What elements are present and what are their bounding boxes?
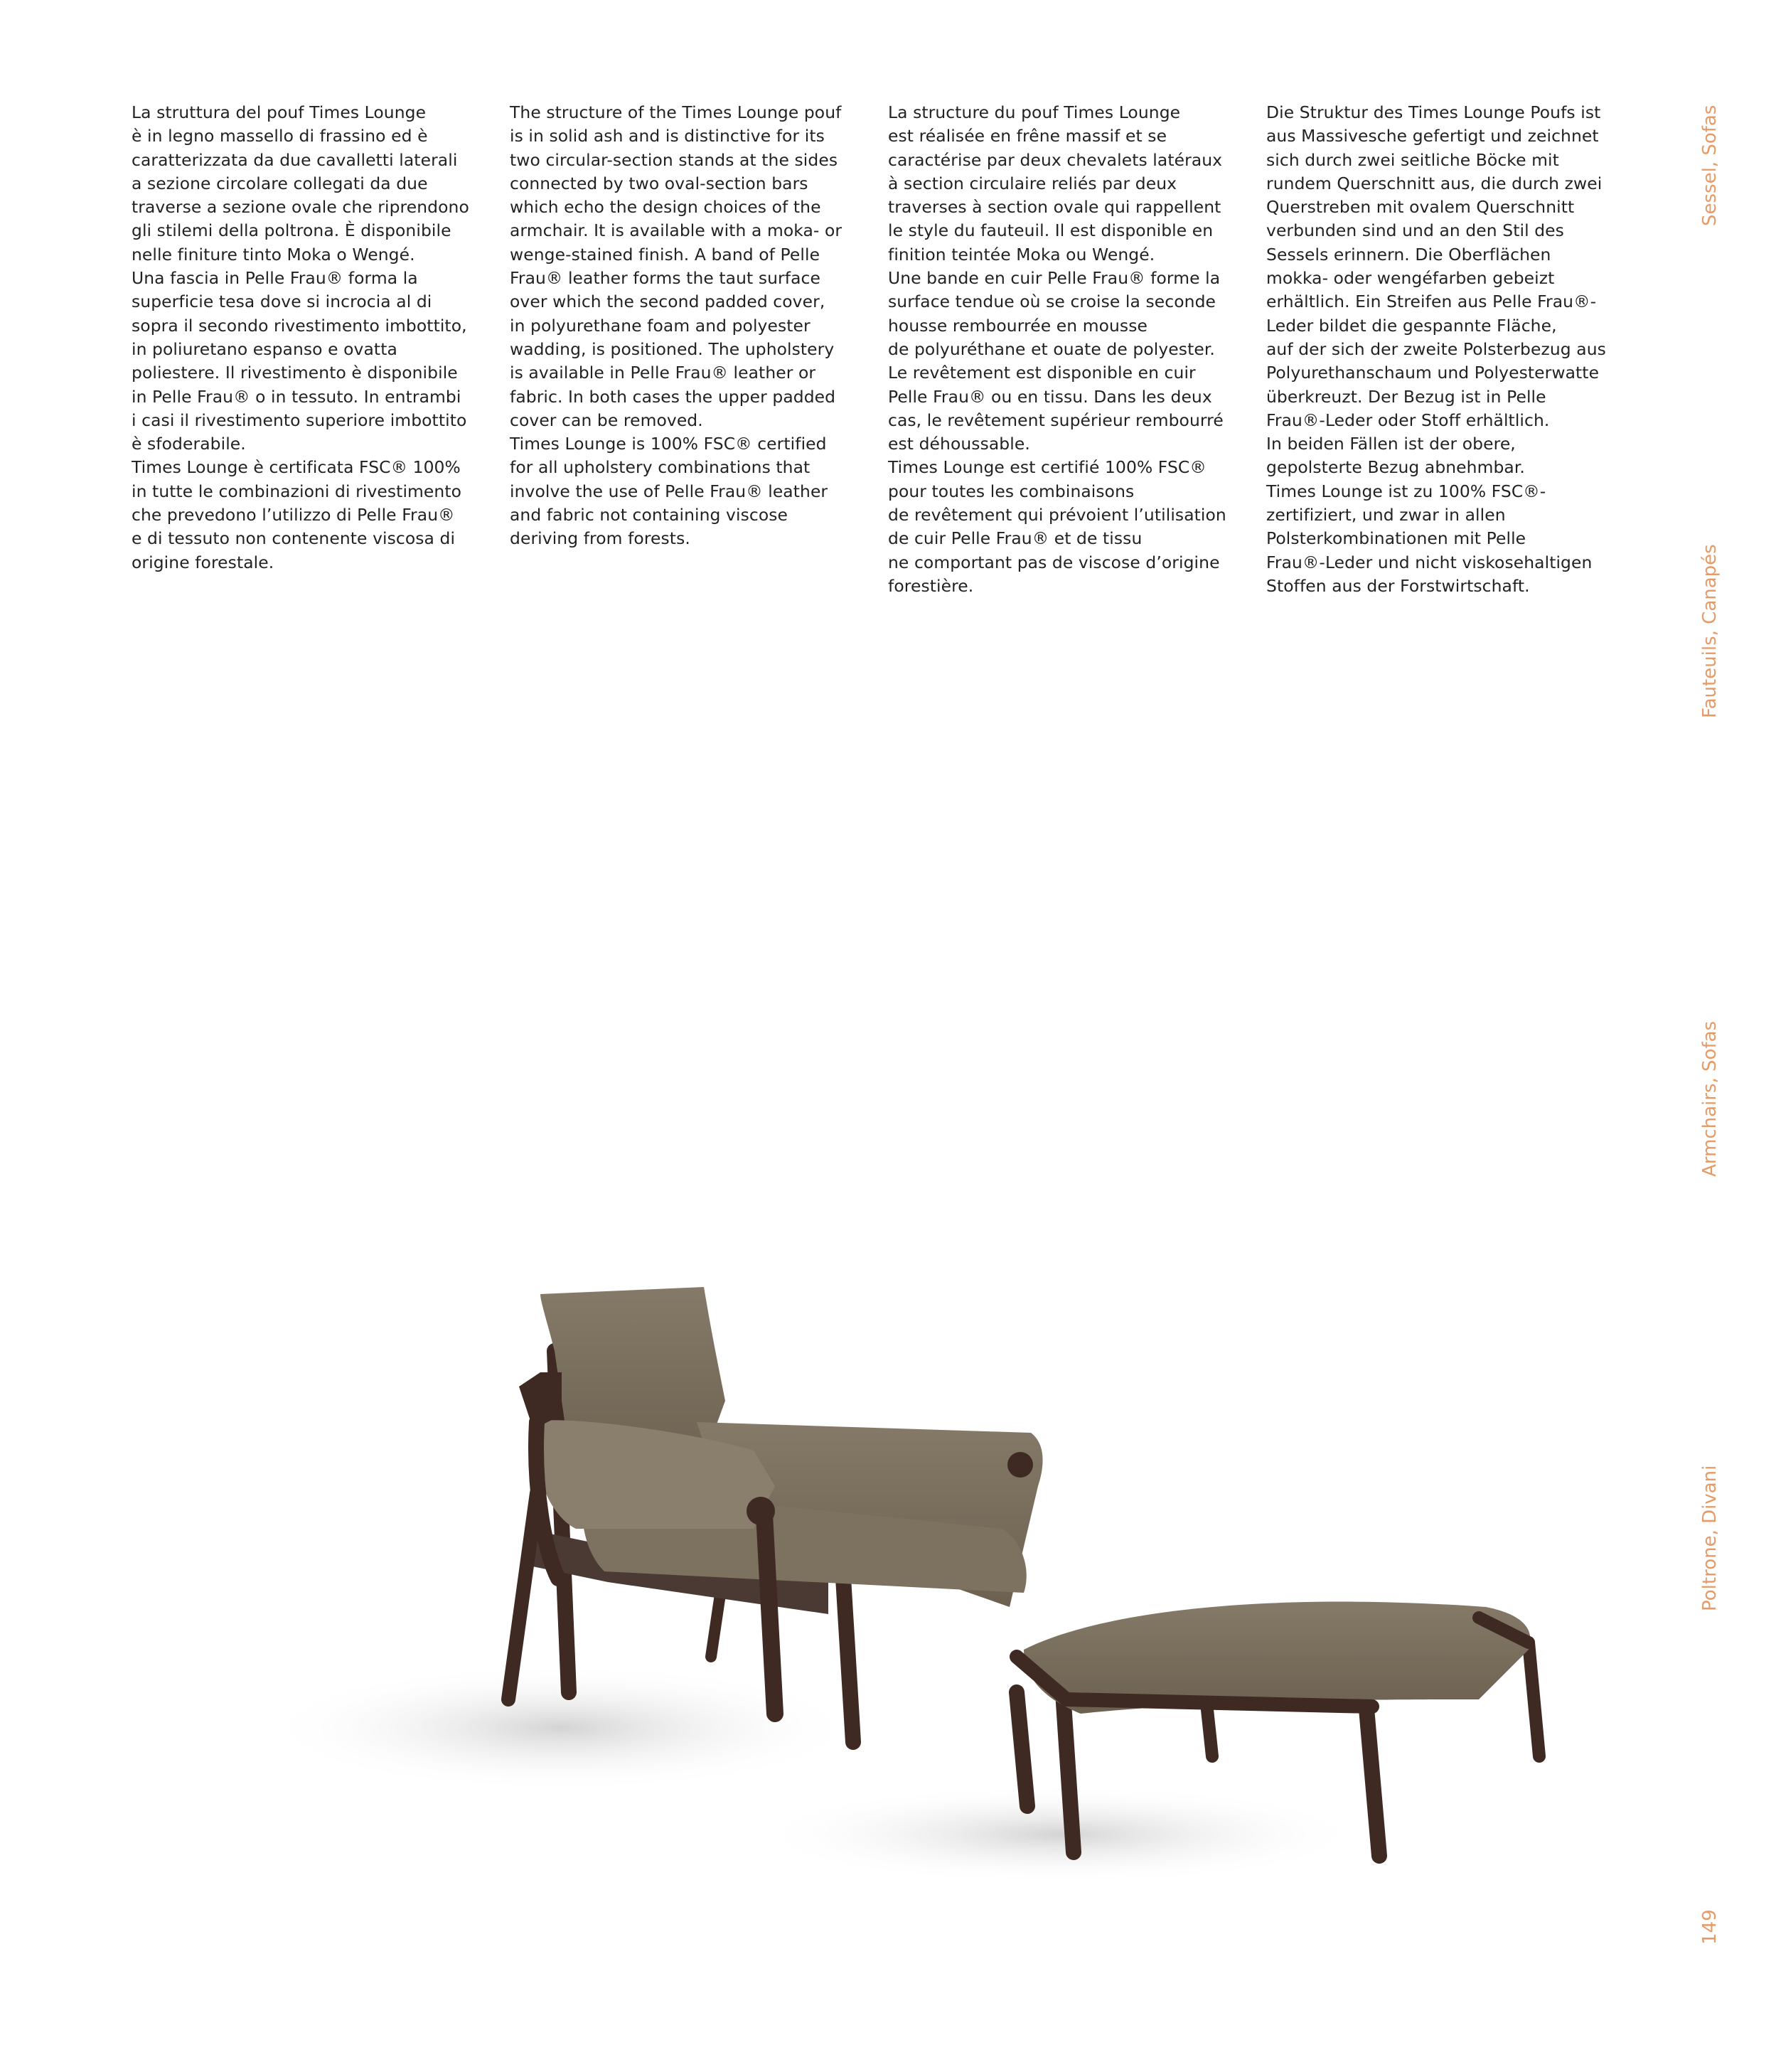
paragraph-line: origine forestale. (132, 552, 274, 572)
paragraph-line: deriving from forests. (510, 528, 690, 549)
paragraph-line: sich durch zwei seitliche Böcke mit (1266, 149, 1559, 170)
paragraph-line: cover can be removed. (510, 410, 703, 430)
page-number-text: 149 (1699, 1909, 1721, 1945)
paragraph-line: Times Lounge ist zu 100% FSC®- (1266, 481, 1546, 501)
paragraph-line: est réalisée en frêne massif et se (888, 126, 1167, 146)
paragraph-line: housse rembourrée en mousse (888, 315, 1148, 336)
paragraph-line: überkreuzt. Der Bezug ist in Pelle (1266, 386, 1546, 407)
text-column-german (1266, 101, 1608, 598)
paragraph-line: zertifiziert, und zwar in allen (1266, 505, 1506, 525)
paragraph-line: che prevedono l’utilizzo di Pelle Frau® (132, 505, 455, 525)
section-label-french-text: Fauteuils, Canapés (1699, 544, 1721, 718)
paragraph-line: aus Massivesche gefertigt und zeichnet (1266, 126, 1599, 146)
paragraph-line: auf der sich der zweite Polsterbezug aus (1266, 338, 1606, 359)
paragraph-line: superficie tesa dove si incrocia al di (132, 292, 432, 312)
section-label-italian-text: Poltrone, Divani (1699, 1465, 1721, 1611)
paragraph-line: Frau® leather forms the taut surface (510, 268, 820, 289)
paragraph-line: is in solid ash and is distinctive for its (510, 126, 825, 146)
paragraph-line: Frau®-Leder und nicht viskosehaltigen (1266, 552, 1593, 572)
paragraph-line: Sessels erinnern. Die Oberflächen (1266, 244, 1551, 265)
paragraph-line: rundem Querschnitt aus, die durch zwei (1266, 173, 1603, 193)
paragraph-line: finition teintée Moka ou Wengé. (888, 244, 1155, 265)
paragraph-line: Polyurethanschaum und Polyesterwatte (1266, 363, 1600, 383)
paragraph-line: over which the second padded cover, (510, 292, 825, 312)
paragraph-line: in poliuretano espanso e ovatta (132, 338, 397, 359)
paragraph-line: traverses à section ovale qui rappellent (888, 197, 1221, 218)
paragraph-line: involve the use of Pelle Frau® leather (510, 481, 828, 501)
paragraph-line: connected by two oval-section bars (510, 173, 808, 193)
paragraph-line: e di tessuto non contenente viscosa di (132, 528, 456, 549)
paragraph-line: La structure du pouf Times Lounge (888, 102, 1181, 122)
paragraph-line: Le revêtement est disponible en cuir (888, 363, 1196, 383)
paragraph-line: a sezione circolare collegati da due (132, 173, 428, 193)
paragraph-line: Una fascia in Pelle Frau® forma la (132, 268, 418, 289)
paragraph-line: à section circulaire reliés par deux (888, 173, 1177, 193)
paragraph-line: forestière. (888, 575, 974, 596)
section-label-german-text: Sessel, Sofas (1699, 105, 1721, 226)
paragraph-line: is available in Pelle Frau® leather or (510, 363, 816, 383)
paragraph-line: traverse a sezione ovale che riprendono (132, 197, 469, 218)
paragraph-line: and fabric not containing viscose (510, 505, 788, 525)
paragraph-line: surface tendue où se croise la seconde (888, 292, 1216, 312)
paragraph-line: in polyurethane foam and polyester (510, 315, 811, 336)
paragraph-line: Stoffen aus der Forstwirtschaft. (1266, 575, 1530, 596)
paragraph-line: erhältlich. Ein Streifen aus Pelle Frau®- (1266, 292, 1597, 312)
paragraph-line: verbunden sind und an den Stil des (1266, 220, 1564, 241)
paragraph-line: i casi il rivestimento superiore imbottito (132, 410, 467, 430)
paragraph-line: mokka- oder wengéfarben gebeizt (1266, 268, 1555, 289)
paragraph-line: fabric. In both cases the upper padded (510, 386, 836, 407)
paragraph-line: cas, le revêtement supérieur rembourré (888, 410, 1224, 430)
text-column-italian (132, 101, 473, 575)
paragraph-line: è in legno massello di frassino ed è (132, 126, 428, 146)
paragraph-line: ne comportant pas de viscose d’origine (888, 552, 1220, 572)
paragraph-line: wadding, is positioned. The upholstery (510, 338, 835, 359)
paragraph-line: wenge-stained finish. A band of Pelle (510, 244, 820, 265)
paragraph-line: Leder bildet die gespannte Fläche, (1266, 315, 1557, 336)
paragraph-line: de revêtement qui prévoient l’utilisation (888, 505, 1226, 525)
product-photo-armchair-and-pouf (256, 1273, 1571, 1913)
paragraph-line: Times Lounge è certificata FSC® 100% (132, 457, 461, 478)
paragraph-line: in tutte le combinazioni di rivestimento (132, 481, 462, 501)
paragraph-line: le style du fauteuil. Il est disponible en (888, 220, 1214, 241)
paragraph-line: pour toutes les combinaisons (888, 481, 1135, 501)
text-column-english (510, 101, 851, 551)
paragraph-line: sopra il secondo rivestimento imbottito, (132, 315, 467, 336)
paragraph-line: Polsterkombinationen mit Pelle (1266, 528, 1526, 549)
text-column-french (888, 101, 1229, 598)
paragraph-line: Times Lounge est certifié 100% FSC® (888, 457, 1207, 478)
paragraph-line: Pelle Frau® ou en tissu. Dans les deux (888, 386, 1212, 407)
paragraph-line: est déhoussable. (888, 434, 1030, 454)
paragraph-line: gepolsterte Bezug abnehmbar. (1266, 457, 1525, 478)
paragraph-line: armchair. It is available with a moka- or (510, 220, 842, 241)
paragraph-line: nelle finiture tinto Moka o Wengé. (132, 244, 415, 265)
paragraph-line: in Pelle Frau® o in tessuto. In entrambi (132, 386, 461, 407)
paragraph-line: for all upholstery combinations that (510, 457, 811, 478)
paragraph-line: Une bande en cuir Pelle Frau® forme la (888, 268, 1221, 289)
paragraph-line: Times Lounge is 100% FSC® certified (510, 434, 827, 454)
paragraph-line: Frau®-Leder oder Stoff erhältlich. (1266, 410, 1550, 430)
paragraph-line: In beiden Fällen ist der obere, (1266, 434, 1516, 454)
paragraph-line: gli stilemi della poltrona. È disponibile (132, 220, 451, 241)
paragraph-line: de cuir Pelle Frau® et de tissu (888, 528, 1143, 549)
paragraph-line: Querstreben mit ovalem Querschnitt (1266, 197, 1575, 218)
paragraph-line: La struttura del pouf Times Lounge (132, 102, 427, 122)
paragraph-line: Die Struktur des Times Lounge Poufs ist (1266, 102, 1601, 122)
paragraph-line: è sfoderabile. (132, 434, 246, 454)
paragraph-line: The structure of the Times Lounge pouf (510, 102, 842, 122)
paragraph-line: two circular-section stands at the sides (510, 149, 838, 170)
paragraph-line: which echo the design choices of the (510, 197, 821, 218)
paragraph-line: caractérise par deux chevalets latéraux (888, 149, 1223, 170)
paragraph-line: poliestere. Il rivestimento è disponibile (132, 363, 458, 383)
paragraph-line: de polyuréthane et ouate de polyester. (888, 338, 1215, 359)
section-label-english-text: Armchairs, Sofas (1699, 1020, 1721, 1177)
paragraph-line: caratterizzata da due cavalletti laterali (132, 149, 458, 170)
